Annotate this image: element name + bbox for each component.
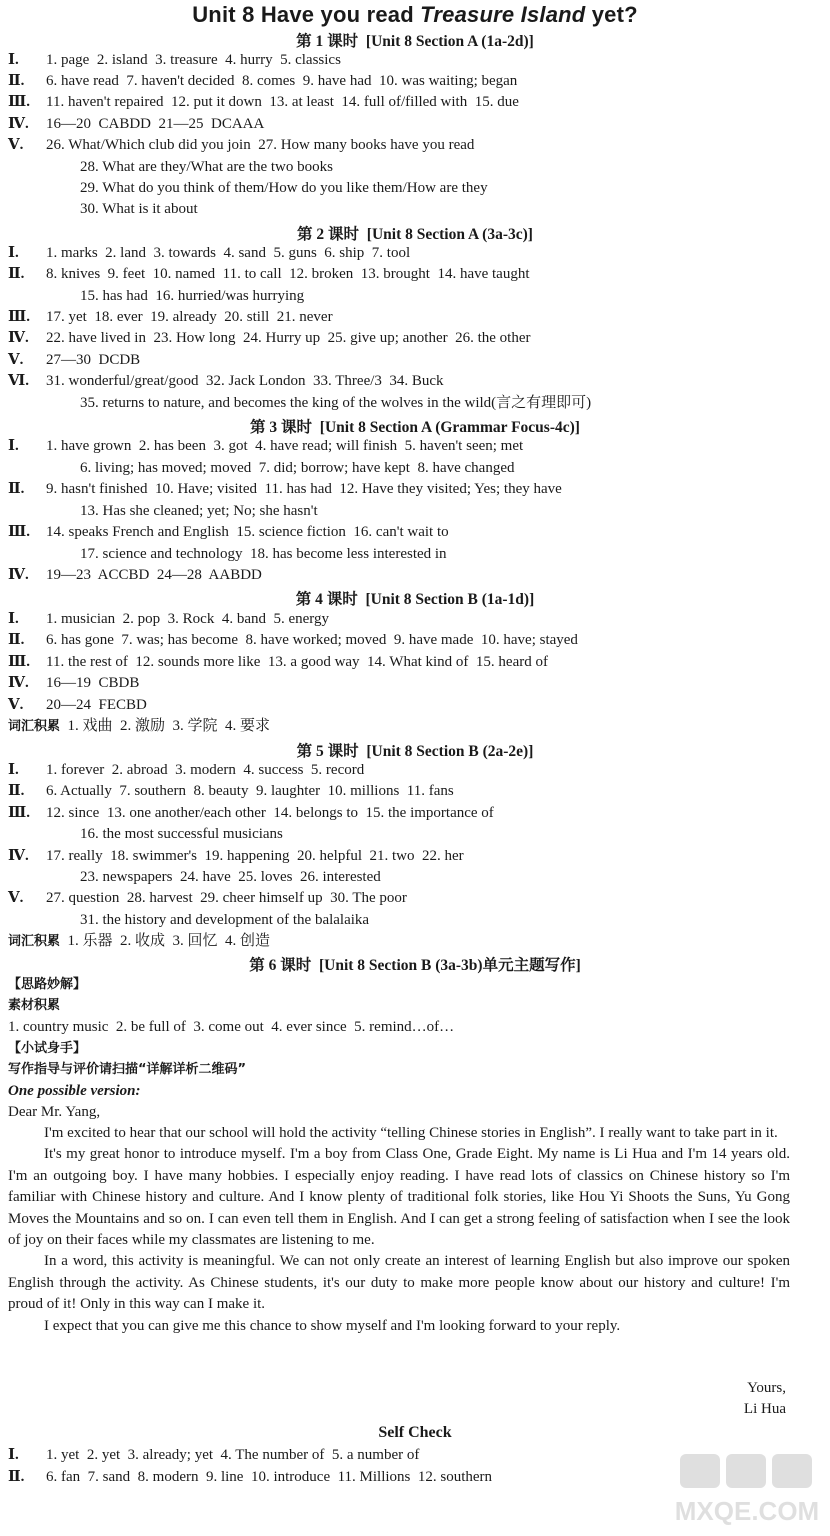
answer-line: Ⅲ. 11. the rest of 12. sounds more like 13. a good way 14. What kind of 15. heard of <box>8 654 548 670</box>
letter-paragraph: It's my great honor to introduce myself. I'm a boy from Class One, Grade Eight. My name is Li Hua and I'm 14 years old. I'm an outgoing boy. I have many hobbies. I especially enjoy reading. I have read lots of classics on Chinese history so I'm familiar with Chinese history and culture. And I know plenty of traditional folk stories, like Hou Yi Shoots the Suns, Yu Gong Moves the Mountains and so on. I can even tell them in English. And I can get a strong feeling of satisfaction when I see the look of joy on their faces while my classmates are listening to me. <box>8 1146 790 1249</box>
self-check-heading: Self Check <box>378 1424 452 1441</box>
watermark-shape <box>772 1454 812 1488</box>
answer-line: Ⅳ. 17. really 18. swimmer's 19. happening 20. helpful 21. two 22. her <box>8 848 464 864</box>
material-text: 1. country music 2. be full of 3. come out 4. ever since 5. remind…of… <box>8 1019 455 1035</box>
answer-line: Ⅱ. 6. Actually 7. southern 8. beauty 9. laughter 10. millions 11. fans <box>8 783 454 799</box>
watermark-text: MXQE.COM <box>674 1496 820 1526</box>
answer-line: Ⅰ. 1. musician 2. pop 3. Rock 4. band 5. energy <box>8 611 330 627</box>
answer-line: Ⅱ. 6. have read 7. haven't decided 8. comes 9. have had 10. was waiting; began <box>8 73 518 89</box>
answer-line: Ⅱ. 6. fan 7. sand 8. modern 9. line 10. introduce 11. Millions 12. southern <box>8 1469 493 1485</box>
answer-line: Ⅴ. 27. question 28. harvest 29. cheer himself up 30. The poor <box>8 890 407 906</box>
answer-line: Ⅳ. 22. have lived in 23. How long 24. Hurry up 25. give up; another 26. the other <box>8 330 531 346</box>
lesson-1-heading: 第 1 课时 [Unit 8 Section A (1a-2d)] <box>296 33 534 50</box>
answer-line: Ⅱ. 9. hasn't finished 10. Have; visited 11. has had 12. Have they visited; Yes; they have <box>8 481 562 497</box>
vocab-line: 词汇积累 1. 戏曲 2. 激励 3. 学院 4. 要求 <box>8 718 271 734</box>
answer-line: Ⅰ. 1. have grown 2. has been 3. got 4. have read; will finish 5. haven't seen; met <box>8 438 524 454</box>
answer-line: Ⅳ. 16—19 CBDB <box>8 675 140 691</box>
answer-line: 31. the history and development of the balalaika <box>80 912 370 928</box>
answer-line: 29. What do you think of them/How do you like them/How are they <box>80 180 488 196</box>
answer-line: Ⅰ. 1. yet 2. yet 3. already; yet 4. The number of 5. a number of <box>8 1447 420 1463</box>
answer-line: 30. What is it about <box>80 201 198 217</box>
book-title: Treasure Island <box>420 2 586 27</box>
letter-paragraph: I expect that you can give me this chance to show myself and I'm looking forward to your reply. <box>44 1317 621 1334</box>
answer-line: 6. living; has moved; moved 7. did; borrow; have kept 8. have changed <box>80 460 515 476</box>
unit-title: Unit 8 Have you read Treasure Island yet? <box>192 2 638 27</box>
answer-line: Ⅰ. 1. forever 2. abroad 3. modern 4. success 5. record <box>8 762 365 778</box>
answer-line: 16. the most successful musicians <box>80 826 283 842</box>
salutation: Dear Mr. Yang, <box>8 1104 101 1120</box>
answer-line: Ⅱ. 8. knives 9. feet 10. named 11. to call 12. broken 13. brought 14. have taught <box>8 266 530 282</box>
answer-line: Ⅱ. 6. has gone 7. was; has become 8. have worked; moved 9. have made 10. have; stayed <box>8 632 578 648</box>
answer-line: Ⅲ. 12. since 13. one another/each other 14. belongs to 15. the importance of <box>8 805 494 821</box>
lesson-4-heading: 第 4 课时 [Unit 8 Section B (1a-1d)] <box>295 591 535 608</box>
lesson-3-heading: 第 3 课时 [Unit 8 Section A (Grammar Focus-4c)] <box>250 419 580 436</box>
practice-heading: 【小试身手】 <box>8 1041 87 1056</box>
vocab-line: 词汇积累 1. 乐器 2. 收成 3. 回忆 4. 创造 <box>8 933 271 949</box>
letter-paragraph: I'm excited to hear that our school will hold the activity “telling Chinese stories in English”. I really want to take part in it. <box>44 1125 778 1141</box>
answer-line: Ⅰ. 1. page 2. island 3. treasure 4. hurry 5. classics <box>8 52 341 68</box>
answer-line: Ⅲ. 17. yet 18. ever 19. already 20. still 21. never <box>8 309 333 325</box>
answer-line: Ⅳ. 16—20 CABDD 21—25 DCAAA <box>8 116 265 132</box>
answer-line: 23. newspapers 24. have 25. loves 26. interested <box>80 869 381 885</box>
letter-signature: Li Hua <box>743 1401 786 1417</box>
answer-line: Ⅰ. 1. marks 2. land 3. towards 4. sand 5. guns 6. ship 7. tool <box>8 245 411 261</box>
answer-line: 17. science and technology 18. has become less interested in <box>80 546 447 562</box>
answer-line: 28. What are they/What are the two books <box>80 159 333 175</box>
watermark-logo <box>672 1452 822 1530</box>
lesson-2-heading: 第 2 课时 [Unit 8 Section A (3a-3c)] <box>297 226 533 243</box>
answer-line: Ⅴ. 20—24 FECBD <box>8 697 147 713</box>
answer-line: Ⅵ. 31. wonderful/great/good 32. Jack London 33. Three/3 34. Buck <box>8 373 444 389</box>
letter-paragraph: In a word, this activity is meaningful. We can not only create an interest of learning English but also improve our spoken English through the activity. As Chinese students, it's our duty to make more people know about our history and culture! I'm proud of it! Only in this way can I make it. <box>8 1253 790 1313</box>
answer-line: 35. returns to nature, and becomes the king of the wolves in the wild(言之有理即可) <box>80 395 592 411</box>
watermark-shape <box>680 1454 720 1488</box>
letter-closing: Yours, <box>747 1380 786 1396</box>
letter-body <box>8 1123 790 1337</box>
answer-line: 15. has had 16. hurried/was hurrying <box>80 288 305 304</box>
answer-line: 13. Has she cleaned; yet; No; she hasn't <box>80 503 318 519</box>
answer-line: Ⅲ. 11. haven't repaired 12. put it down 13. at least 14. full of/filled with 15. due <box>8 94 519 110</box>
version-label: One possible version: <box>8 1083 141 1099</box>
watermark-shape <box>726 1454 766 1488</box>
material-heading: 素材积累 <box>8 998 61 1013</box>
tip-heading: 【思路妙解】 <box>8 977 87 992</box>
lesson-6-heading: 第 6 课时 [Unit 8 Section B (3a-3b)单元主题写作] <box>249 957 581 974</box>
answer-line: Ⅴ. 26. What/Which club did you join 27. How many books have you read <box>8 137 475 153</box>
guide-text: 写作指导与评价请扫描“详解详析二维码” <box>8 1062 247 1077</box>
answer-line: Ⅴ. 27—30 DCDB <box>8 352 141 368</box>
lesson-5-heading: 第 5 课时 [Unit 8 Section B (2a-2e)] <box>296 743 534 760</box>
answer-line: Ⅲ. 14. speaks French and English 15. science fiction 16. can't wait to <box>8 524 449 540</box>
answer-line: Ⅳ. 19—23 ACCBD 24—28 AABDD <box>8 567 262 583</box>
